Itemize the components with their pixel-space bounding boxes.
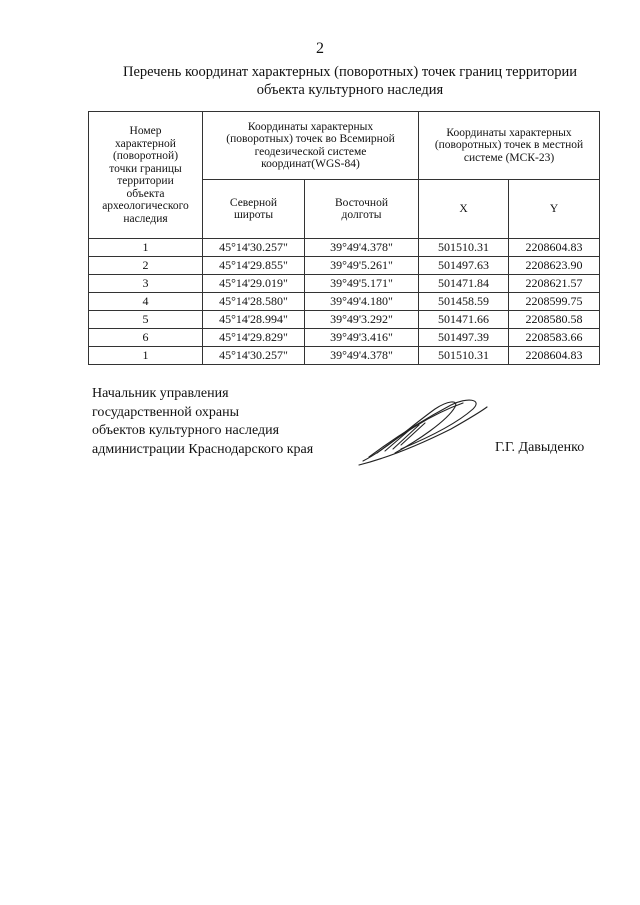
position-line: администрации Краснодарского края <box>92 441 314 457</box>
cell-point-number: 2 <box>89 257 203 275</box>
title-line-2: объекта культурного наследия <box>256 82 444 98</box>
header-msk-group: Координаты характерных (поворотных) точек в местной системе (МСК-23) <box>419 112 600 180</box>
signatory-position <box>92 385 313 459</box>
cell-latitude: 45°14'30.257" <box>203 347 305 365</box>
cell-longitude: 39°49'4.180" <box>305 293 419 311</box>
handwritten-signature <box>355 395 495 470</box>
table-row <box>89 293 600 311</box>
table-row <box>89 347 600 365</box>
cell-y: 2208604.83 <box>509 239 600 257</box>
header-y: Y <box>509 180 600 239</box>
signatory-name: Г.Г. Давыденко <box>495 440 585 455</box>
cell-point-number: 3 <box>89 275 203 293</box>
header-east-longitude: Восточной долготы <box>305 180 419 239</box>
cell-longitude: 39°49'4.378" <box>305 239 419 257</box>
cell-point-number: 5 <box>89 311 203 329</box>
cell-point-number: 6 <box>89 329 203 347</box>
cell-latitude: 45°14'29.855" <box>203 257 305 275</box>
cell-y: 2208580.58 <box>509 311 600 329</box>
cell-y: 2208583.66 <box>509 329 600 347</box>
cell-x: 501510.31 <box>419 239 509 257</box>
position-line: объектов культурного наследия <box>92 423 280 438</box>
cell-y: 2208599.75 <box>509 293 600 311</box>
cell-x: 501497.63 <box>419 257 509 275</box>
header-x: X <box>419 180 509 239</box>
cell-point-number: 1 <box>89 239 203 257</box>
table-row <box>89 257 600 275</box>
cell-latitude: 45°14'29.829" <box>203 329 305 347</box>
position-line: Начальник управления <box>92 386 229 401</box>
table-row <box>89 311 600 329</box>
page-number: 2 <box>316 40 324 57</box>
cell-latitude: 45°14'30.257" <box>203 239 305 257</box>
table-row <box>89 239 600 257</box>
table-row <box>89 329 600 347</box>
cell-longitude: 39°49'5.171" <box>305 275 419 293</box>
cell-y: 2208604.83 <box>509 347 600 365</box>
cell-latitude: 45°14'28.994" <box>203 311 305 329</box>
header-north-latitude: Северной широты <box>203 180 305 239</box>
cell-y: 2208621.57 <box>509 275 600 293</box>
cell-x: 501471.66 <box>419 311 509 329</box>
cell-x: 501510.31 <box>419 347 509 365</box>
cell-x: 501471.84 <box>419 275 509 293</box>
cell-longitude: 39°49'5.261" <box>305 257 419 275</box>
cell-latitude: 45°14'29.019" <box>203 275 305 293</box>
cell-longitude: 39°49'3.292" <box>305 311 419 329</box>
cell-y: 2208623.90 <box>509 257 600 275</box>
title-line-1: Перечень координат характерных (поворотных) точек границ территории <box>122 64 578 80</box>
document-title <box>90 63 610 99</box>
cell-longitude: 39°49'3.416" <box>305 329 419 347</box>
cell-point-number: 1 <box>89 347 203 365</box>
cell-longitude: 39°49'4.378" <box>305 347 419 365</box>
cell-point-number: 4 <box>89 293 203 311</box>
cell-latitude: 45°14'28.580" <box>203 293 305 311</box>
cell-x: 501497.39 <box>419 329 509 347</box>
cell-x: 501458.59 <box>419 293 509 311</box>
coordinates-table <box>88 111 600 365</box>
header-wgs-group: Координаты характерных (поворотных) точек во Всемирной геодезической системе координат(WGS-84) <box>203 112 419 180</box>
table-row <box>89 275 600 293</box>
position-line: государственной охраны <box>92 404 240 420</box>
header-point-number: Номер характерной (поворотной) точки границы территории объекта археологического наследия <box>89 112 203 239</box>
